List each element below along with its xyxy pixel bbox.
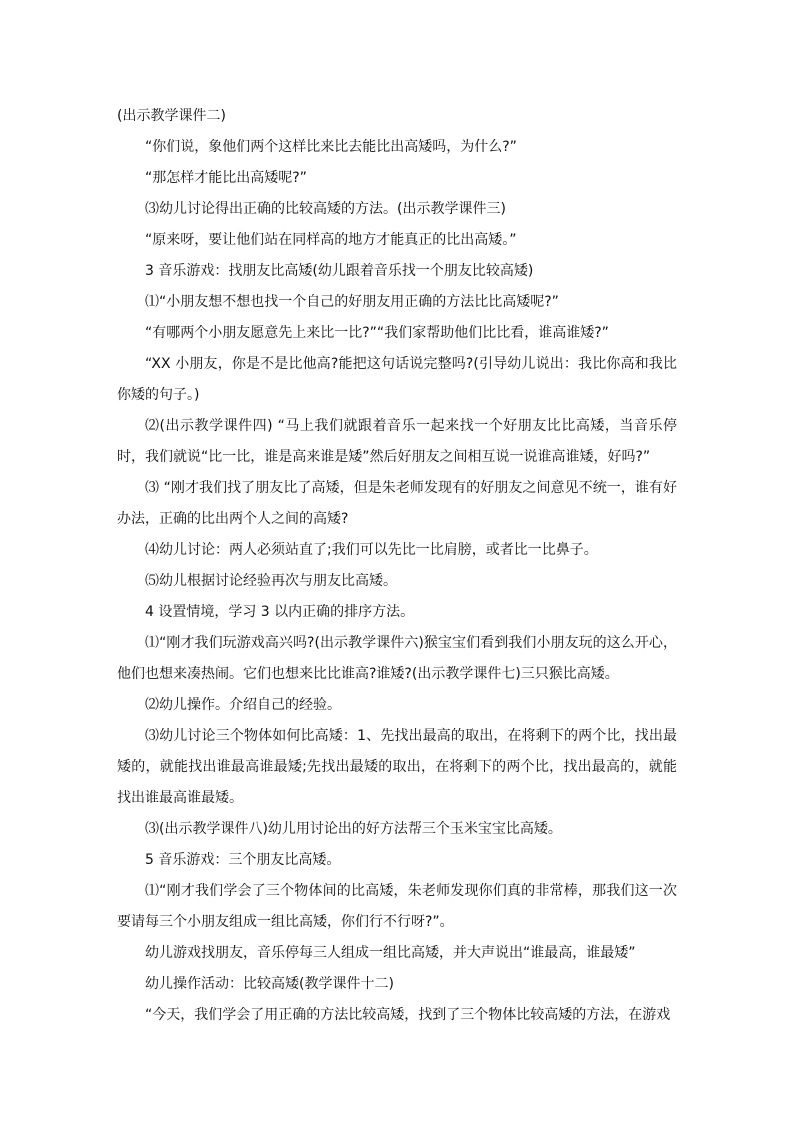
paragraph-disagreement: ⑶ “刚才我们找了朋友比了高矮，但是朱老师发现有的好朋友之间意见不统一，谁有好办法，正确的比出两个人之间的高矮?	[117, 480, 677, 527]
document-body	[117, 101, 677, 1031]
paragraph-question-how: “那怎样才能比出高矮呢?”	[145, 170, 307, 186]
paragraph-section-3-heading: 3 音乐游戏：找朋友比高矮(幼儿跟着音乐找一个朋友比较高矮)	[145, 263, 534, 279]
paragraph-section-5-heading: 5 音乐游戏：三个朋友比高矮。	[145, 852, 341, 868]
paragraph-monkey-courseware: ⑴“刚才我们玩游戏高兴吗?(出示教学课件六)猴宝宝们看到我们小朋友玩的这么开心，他们也想来凑热闹。它们也想来比比谁高?谁矮?(出示教学课件七)三只猴比高矮。	[117, 635, 677, 682]
paragraph-courseware-2: (出示教学课件二)	[117, 108, 226, 124]
paragraph-three-friends: ⑴“刚才我们学会了三个物体间的比高矮，朱老师发现你们真的非常棒，那我们这一次要请每三个小朋友组成一组比高矮，你们行不行呀?”。	[117, 883, 677, 930]
paragraph-activity: 幼儿操作活动：比较高矮(教学课件十二)	[145, 976, 394, 992]
paragraph-complete-sentence: “XX 小朋友，你是不是比他高?能把这句话说完整吗?(引导幼儿说出：我比你高和我比你矮的句子。)	[117, 356, 677, 403]
paragraph-music-stop: 幼儿游戏找朋友，音乐停每三人组成一组比高矮，并大声说出“谁最高，谁最矮”	[145, 945, 636, 961]
paragraph-operate: ⑵幼儿操作。介绍自己的经验。	[145, 697, 341, 713]
paragraph-find-friend: ⑴“小朋友想不想也找一个自己的好朋友用正确的方法比比高矮呢?”	[145, 294, 559, 310]
paragraph-courseware-4: ⑵(出示教学课件四) “马上我们就跟着音乐一起来找一个好朋友比比高矮，当音乐停时，我们就说“比一比，谁是高来谁是矮”然后好朋友之间相互说一说谁高谁矮，好吗?”	[117, 418, 677, 465]
paragraph-section-4-heading: 4 设置情境，学习 3 以内正确的排序方法。	[145, 604, 415, 620]
paragraph-discussion-method: ⑶幼儿讨论得出正确的比较高矮的方法。(出示教学课件三)	[145, 201, 506, 217]
paragraph-corn-courseware: ⑶(出示教学课件八)幼儿用讨论出的好方法帮三个玉米宝宝比高矮。	[145, 821, 562, 837]
paragraph-compare-again: ⑸幼儿根据讨论经验再次与朋友比高矮。	[145, 573, 397, 589]
paragraph-three-objects: ⑶幼儿讨论三个物体如何比高矮：1、先找出最高的取出，在将剩下的两个比，找出最矮的，就能找出谁最高谁最矮;先找出最矮的取出，在将剩下的两个比，找出最高的，就能找出谁最高谁最矮。	[117, 728, 677, 806]
paragraph-question-compare: “你们说，象他们两个这样比来比去能比出高矮吗，为什么?”	[145, 139, 517, 155]
paragraph-discussion-stand: ⑷幼儿讨论：两人必须站直了;我们可以先比一比肩膀，或者比一比鼻子。	[145, 542, 598, 558]
paragraph-today-summary: “今天，我们学会了用正确的方法比较高矮，找到了三个物体比较高矮的方法，在游戏	[145, 1007, 671, 1023]
paragraph-who-first: “有哪两个小朋友愿意先上来比一比?”“我们家帮助他们比比看，谁高谁矮?”	[145, 325, 609, 341]
paragraph-same-height: “原来呀，要让他们站在同样高的地方才能真正的比出高矮。”	[145, 232, 517, 248]
